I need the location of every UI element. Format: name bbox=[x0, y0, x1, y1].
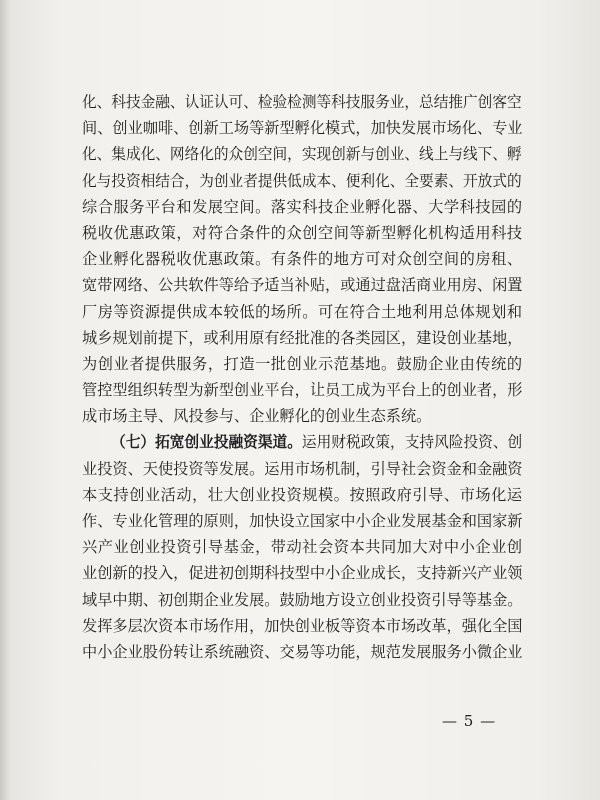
paragraph-heading-line bbox=[82, 429, 523, 455]
text-line: 业投资、天使投资等发展。运用市场机制，引导社会资金和金融资 bbox=[82, 459, 523, 478]
text-line: 化与投资相结合，为创业者提供低成本、便利化、全要素、开放式的 bbox=[82, 171, 522, 190]
text-line: 化、集成化、网络化的众创空间，实现创新与创业、线上与线下、孵 bbox=[82, 145, 522, 164]
text-line: 域早中期、初创期企业发展。鼓励地方设立创业投资引导等基金。 bbox=[82, 590, 523, 609]
text-line: 作、专业化管理的原则，加快设立国家中小企业发展基金和国家新 bbox=[82, 512, 523, 530]
text-line: 兴产业创业投资引导基金，带动社会资本共同加大对中小企业创 bbox=[82, 538, 522, 557]
text-line: 间、创业咖啡、创新工场等新型孵化模式，加快发展市场化、专业 bbox=[82, 119, 523, 138]
text-line: 综合服务平台和发展空间。落实科技企业孵化器、大学科技园的 bbox=[82, 197, 522, 216]
text-segment: 运用财税政策，支持风险投资、创 bbox=[301, 433, 523, 452]
text-line: 为创业者提供服务，打造一批创业示范基地。鼓励企业由传统的 bbox=[82, 354, 522, 373]
text-line: 业创新的投入，促进初创期科技型中小企业成长，支持新兴产业领 bbox=[82, 564, 523, 583]
text-line: 中小企业股份转让系统融资、交易等功能，规范发展服务小微企业 bbox=[82, 642, 523, 661]
page-number: — 5 — bbox=[442, 712, 497, 730]
text-line: 化、科技金融、认证认可、检验检测等科技服务业，总结推广创客空 bbox=[82, 93, 522, 111]
text-line: 税收优惠政策，对符合条件的众创空间等新型孵化机构适用科技 bbox=[82, 223, 522, 242]
text-line: 厂房等资源提供成本较低的场所。可在符合土地利用总体规划和 bbox=[82, 302, 522, 321]
text-line: 管控型组织转型为新型创业平台，让员工成为平台上的创业者，形 bbox=[82, 381, 523, 400]
text-line: 发挥多层次资本市场作用，加快创业板等资本市场改革，强化全国 bbox=[82, 616, 523, 635]
text-line: 企业孵化器税收优惠政策。有条件的地方可对众创空间的房租、 bbox=[82, 250, 522, 269]
text-line: 成市场主导、风投参与、企业孵化的创业生态系统。 bbox=[82, 407, 432, 426]
text-line: 本支持创业活动，壮大创业投资规模。按照政府引导、市场化运 bbox=[82, 485, 522, 504]
section-heading: （七）拓宽创业投融资渠道。 bbox=[111, 433, 302, 452]
text-line: 宽带网络、公共软件等给予适当补贴，或通过盘活商业用房、闲置 bbox=[82, 276, 523, 295]
body-text bbox=[82, 89, 522, 665]
text-line: 城乡规划前提下，或利用原有经批准的各类园区，建设创业基地， bbox=[82, 328, 523, 347]
